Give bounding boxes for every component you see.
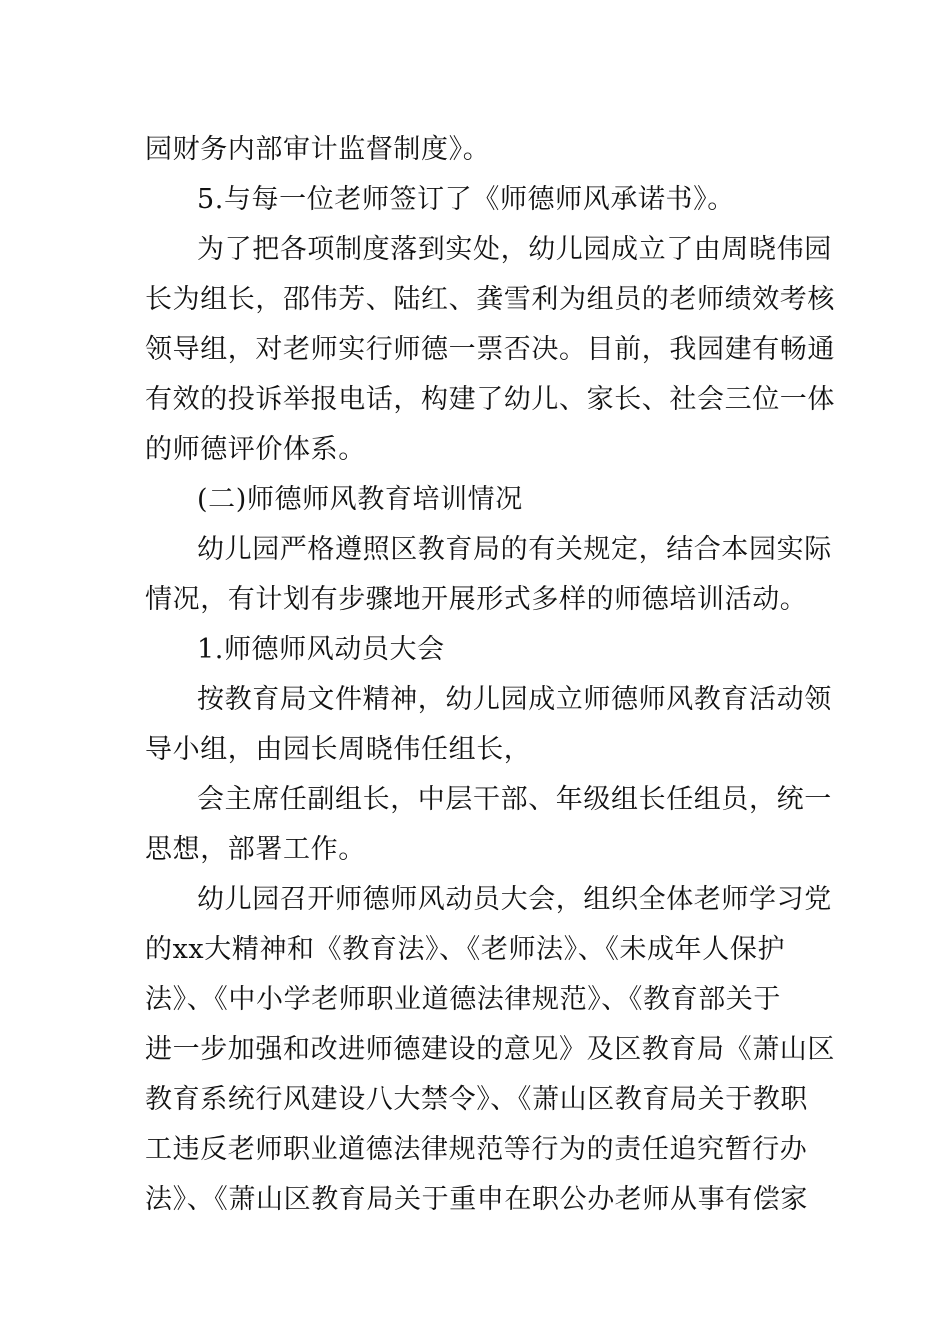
paragraph-start: 会主席任副组长，中层干部、年级组长任组员，统一 [197, 784, 832, 815]
text-line: 思想，部署工作。 [145, 834, 366, 865]
text-line: 情况，有计划有步骤地开展形式多样的师德培训活动。 [145, 584, 808, 615]
text-line: 园财务内部审计监督制度》。 [145, 134, 491, 165]
paragraph-start: 为了把各项制度落到实处，幼儿园成立了由周晓伟园 [197, 234, 832, 265]
text-line: 教育系统行风建设八大禁令》、《萧山区教育局关于教职 [145, 1084, 808, 1115]
list-item: 5.与每一位老师签订了《师德师风承诺书》。 [197, 184, 735, 215]
text-line: 法》、《萧山区教育局关于重申在职公办老师从事有偿家 [145, 1184, 808, 1215]
text-line: 的师德评价体系。 [145, 434, 366, 465]
text-line: 领导组，对老师实行师德一票否决。目前，我园建有畅通 [145, 334, 835, 365]
paragraph-start: 幼儿园严格遵照区教育局的有关规定，结合本园实际 [197, 534, 832, 565]
paragraph-start: 幼儿园召开师德师风动员大会，组织全体老师学习党 [197, 884, 832, 915]
section-heading: (二)师德师风教育培训情况 [197, 484, 523, 515]
paragraph-start: 按教育局文件精神，幼儿园成立师德师风教育活动领 [197, 684, 832, 715]
text-line: 的xx大精神和《教育法》、《老师法》、《未成年人保护 [145, 934, 786, 965]
text-line: 工违反老师职业道德法律规范等行为的责任追究暂行办 [145, 1134, 808, 1165]
text-line: 进一步加强和改进师德建设的意见》及区教育局《萧山区 [145, 1034, 835, 1065]
text-line: 导小组，由园长周晓伟任组长， [145, 734, 532, 765]
subsection-heading: 1.师德师风动员大会 [197, 634, 445, 665]
text-line: 有效的投诉举报电话，构建了幼儿、家长、社会三位一体 [145, 384, 835, 415]
text-line: 法》、《中小学老师职业道德法律规范》、《教育部关于 [145, 984, 781, 1015]
text-line: 长为组长，邵伟芳、陆红、龚雪利为组员的老师绩效考核 [145, 284, 835, 315]
